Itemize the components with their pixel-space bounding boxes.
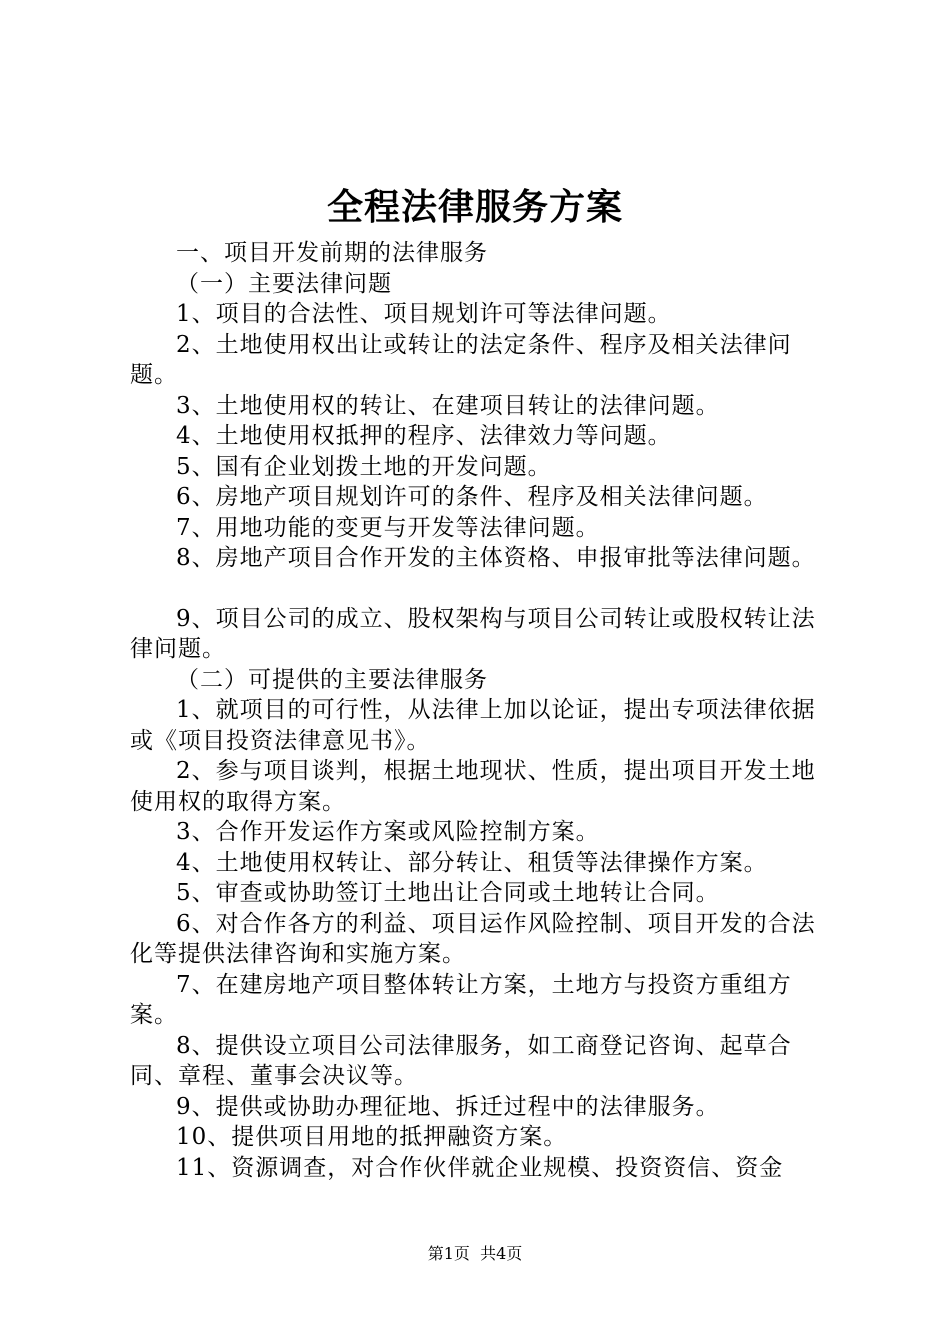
list-item: 7、用地功能的变更与开发等法律问题。 <box>176 514 600 541</box>
list-item: 9、项目公司的成立、股权架构与项目公司转让或股权转让法律问题。 <box>130 605 816 662</box>
subsection-heading: （二）可提供的主要法律服务 <box>176 666 488 693</box>
list-item: 8、提供设立项目公司法律服务，如工商登记咨询、起草合同、章程、董事会决议等。 <box>130 1032 792 1089</box>
list-item: 9、提供或协助办理征地、拆迁过程中的法律服务。 <box>176 1093 720 1120</box>
list-item: 4、土地使用权抵押的程序、法律效力等问题。 <box>176 423 672 449</box>
page-total: 共4页 <box>480 1244 523 1263</box>
list-item: 2、参与项目谈判，根据土地现状、性质，提出项目开发土地使用权的取得方案。 <box>130 758 816 815</box>
page-number: 第1页 <box>427 1244 470 1263</box>
list-item: 11、资源调查，对合作伙伴就企业规模、投资资信、资金 <box>176 1154 784 1181</box>
list-item: 6、房地产项目规划许可的条件、程序及相关法律问题。 <box>176 484 768 510</box>
list-item: 7、在建房地产项目整体转让方案，土地方与投资方重组方案。 <box>130 971 792 1028</box>
list-item: 10、提供项目用地的抵押融资方案。 <box>176 1124 568 1150</box>
list-item: 6、对合作各方的利益、项目运作风险控制、项目开发的合法化等提供法律咨询和实施方案。 <box>130 910 816 967</box>
list-item: 1、项目的合法性、项目规划许可等法律问题。 <box>176 301 672 327</box>
list-item: 5、审查或协助签订土地出让合同或土地转让合同。 <box>176 880 720 906</box>
list-item: 3、土地使用权的转让、在建项目转让的法律问题。 <box>176 392 720 419</box>
list-item: 3、合作开发运作方案或风险控制方案。 <box>176 819 600 845</box>
list-item: 4、土地使用权转让、部分转让、租赁等法律操作方案。 <box>176 849 768 876</box>
list-item: 8、房地产项目合作开发的主体资格、申报审批等法律问题。 <box>176 545 816 571</box>
list-item: 5、国有企业划拨土地的开发问题。 <box>176 453 552 480</box>
list-item: 2、土地使用权出让或转让的法定条件、程序及相关法律问题。 <box>130 331 792 388</box>
subsection-heading: （一）主要法律问题 <box>176 270 392 297</box>
section-heading: 一、项目开发前期的法律服务 <box>176 240 488 266</box>
document-body <box>130 238 830 1183</box>
page-footer <box>0 1244 950 1264</box>
list-item: 1、就项目的可行性，从法律上加以论证，提出专项法律依据或《项目投资法律意见书》。 <box>130 697 816 754</box>
document-title: 全程法律服务方案 <box>326 187 623 228</box>
